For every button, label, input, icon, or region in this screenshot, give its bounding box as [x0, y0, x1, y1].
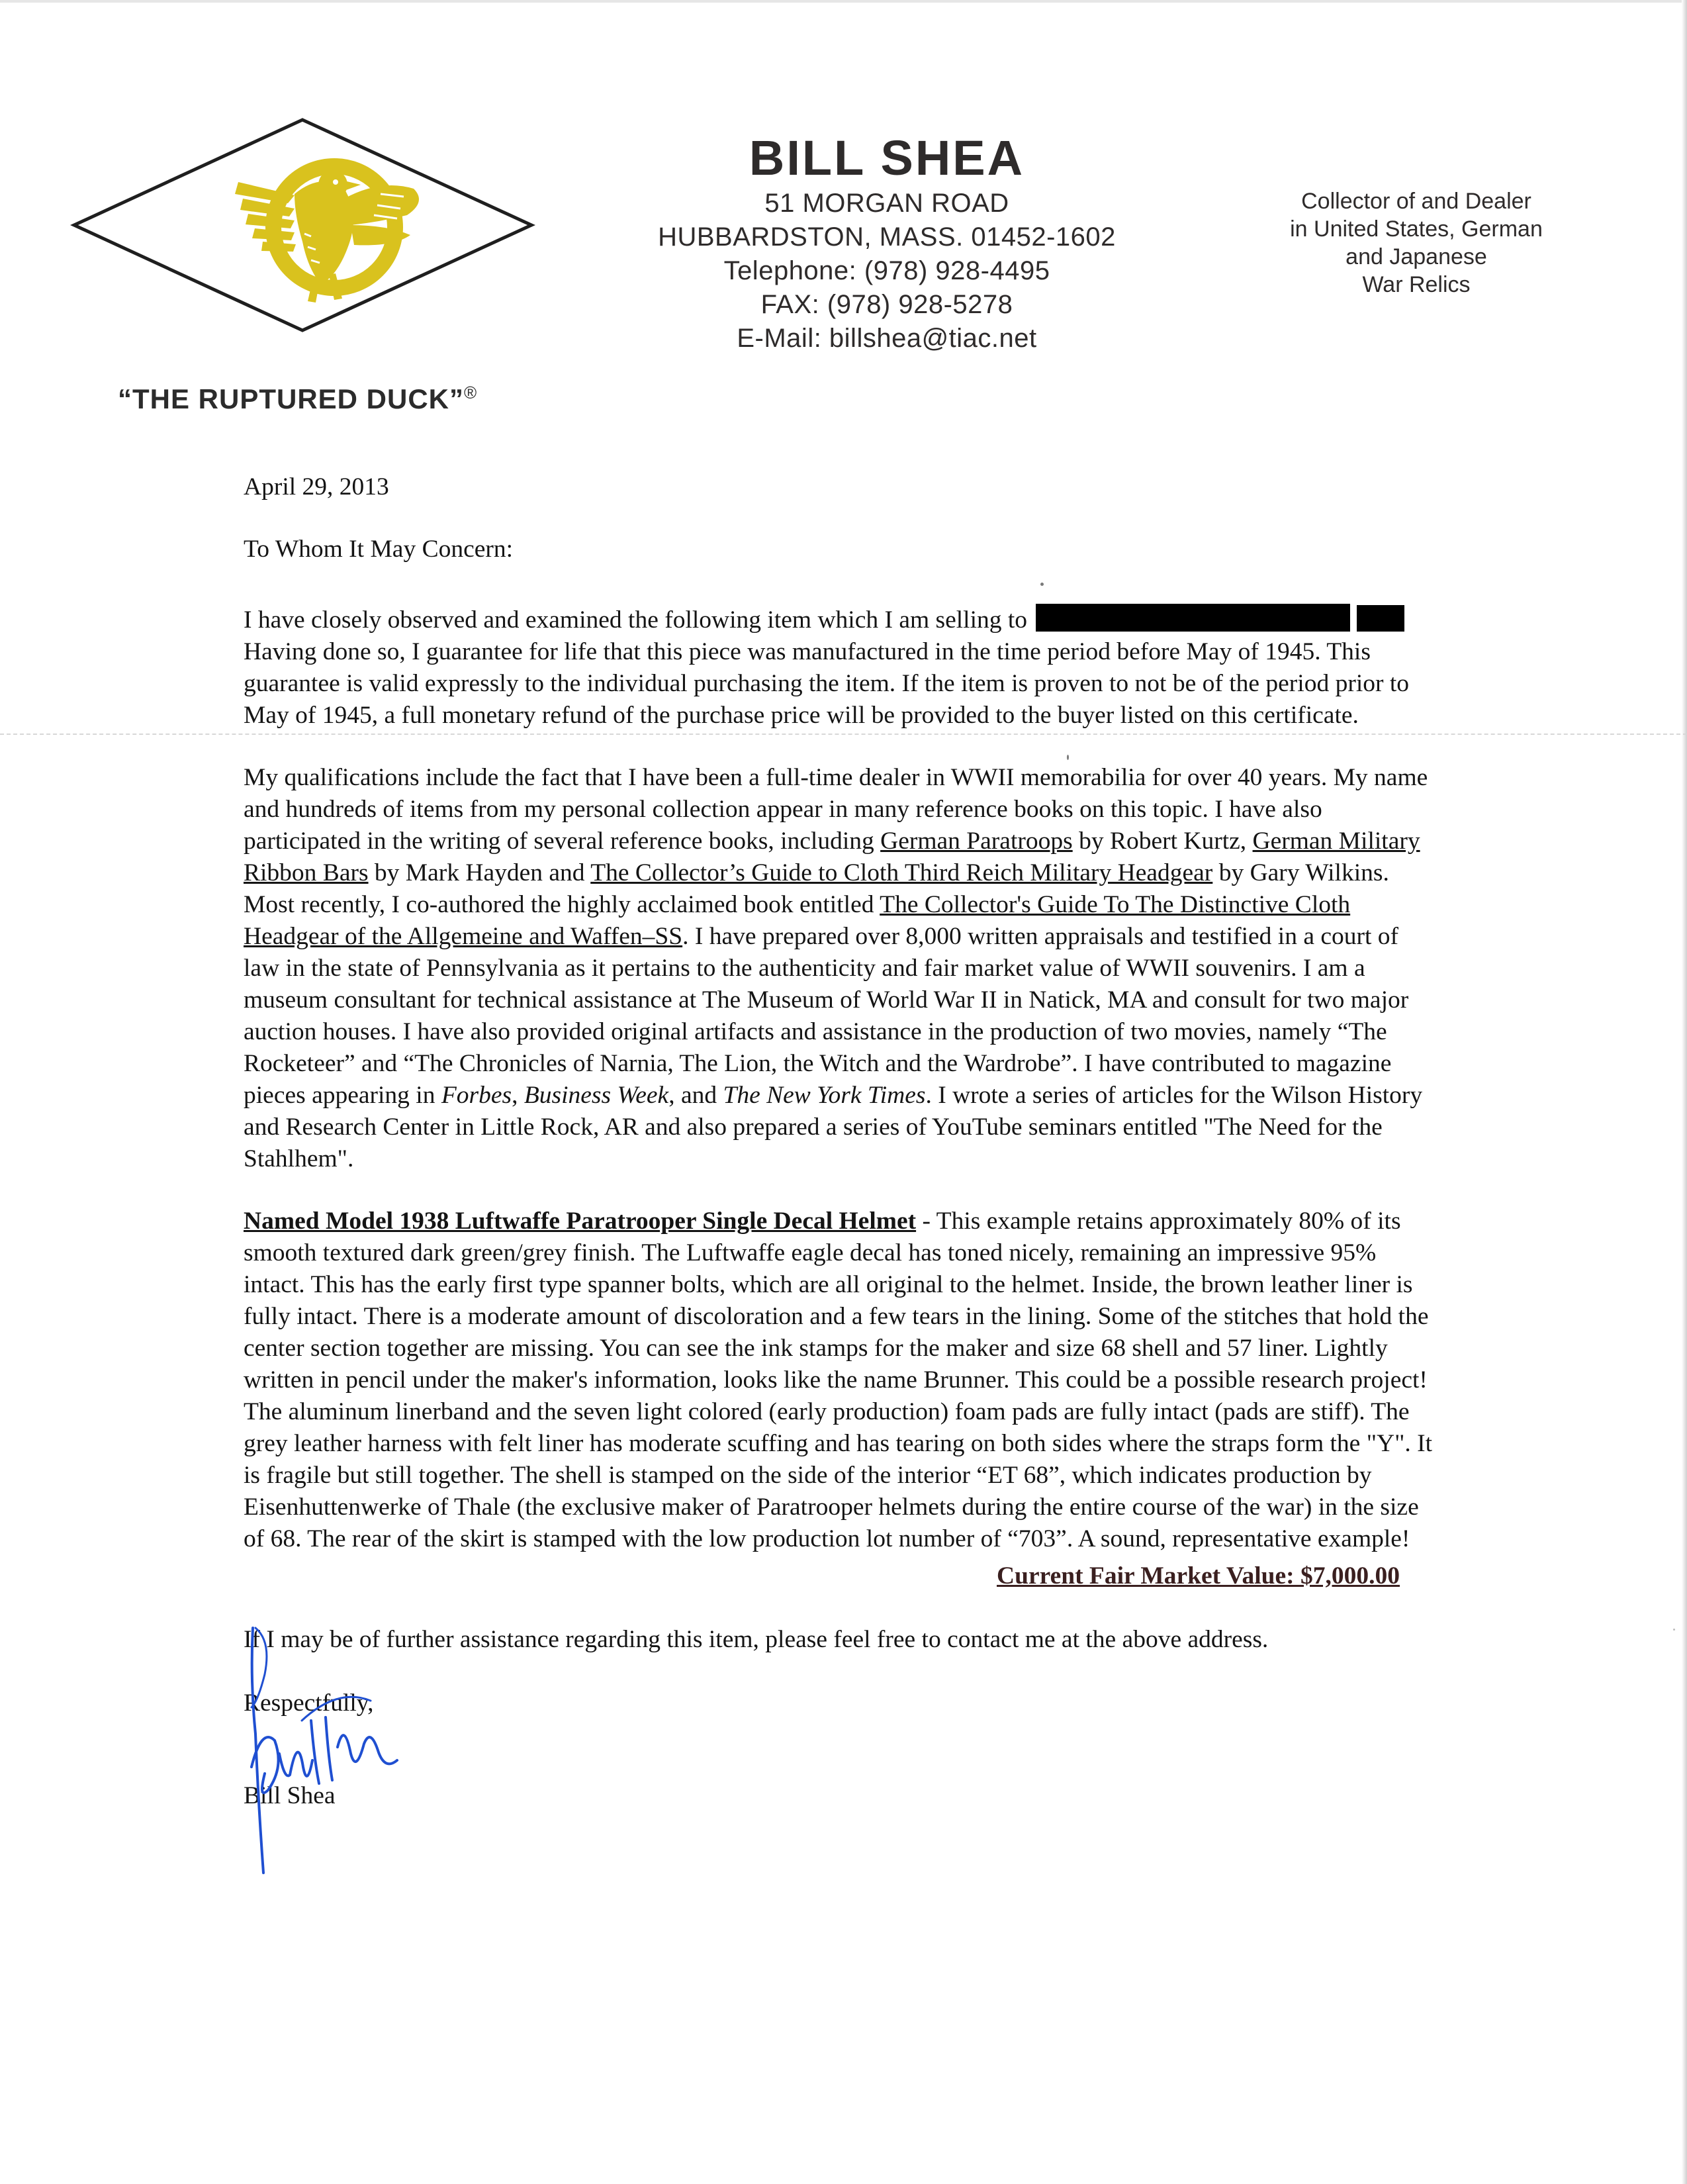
fax: FAX: (978) 928-5278 [760, 290, 1013, 319]
letterhead-name: BILL SHEA [749, 130, 1025, 185]
item-heading: Named Model 1938 Luftwaffe Paratrooper Single Decal Helmet [244, 1208, 917, 1235]
item-description-paragraph: Named Model 1938 Luftwaffe Paratrooper Single Decal Helmet - This example retains approximately 80% of its smooth textured dark green/grey finish. The Luftwaffe eagle decal has toned nicely, remaining an impressive 95% intact. This has the early first type spanner bolts, which are all original to the helmet. Inside, the brown leather liner is fully intact. There is a moderate amount of discoloration and a few tears in the lining. Some of the stitches that hold the center section together are missing. You can see the ink stamps for the maker and size 68 shell and 57 liner. Lightly written in pencil under the maker's information, looks like the name Brunner. This could be a possible research project! The aluminum linerband and the seven light colored (early production) foam pads are fully intact (pads are stiff). The grey leather harness with felt liner has moderate scuffing and has tearing on both sides where the straps form the "Y". It is fragile but still together. The shell is stamped on the side of the interior “ET 68”, which indicates production by Eisenhuttenwerke of Thale (the exclusive maker of Paratrooper helmets during the entire course of the war) in the size of 68. The rear of the skirt is stamped with the low production lot number of “703”. A sound, representative example! [244, 1208, 1433, 1552]
book-title: The Collector's Guide To The Distinctive Cloth Headgear of the Allgemeine and Waffen–SS [244, 891, 1351, 950]
book-title: German Military Ribbon Bars [244, 828, 1420, 886]
tagline-line: War Relics [1362, 272, 1471, 297]
scan-edge-right [1682, 0, 1687, 2184]
redaction-box [1036, 604, 1350, 632]
tagline-line: in United States, German [1290, 216, 1543, 242]
tagline-line: Collector of and Dealer [1301, 189, 1531, 214]
book-title: German Paratroops [880, 828, 1073, 855]
book-title: The Collector’s Guide to Cloth Third Reich Military Headgear [590, 859, 1213, 886]
scan-edge-top [0, 0, 1687, 3]
signer-name: Bill Shea [244, 1782, 336, 1809]
telephone: Telephone: (978) 928-4495 [723, 256, 1050, 285]
magazine-title: Forbes [441, 1082, 512, 1109]
letter-body [244, 471, 1436, 1820]
closing-sentence: If I may be of further assistance regarding this item, please feel free to contact me at the above address. [244, 1626, 1269, 1653]
qualifications-paragraph: My qualifications include the fact that I have been a full-time dealer in WWII memorabilia for over 40 years. My name and hundreds of items from my personal collection appear in many reference books on this topic. I have also participated in the writing of several reference books, including German Paratroops by Robert Kurtz, German Military Ribbon Bars by Mark Hayden and The Collector’s Guide to Cloth Third Reich Military Headgear by Gary Wilkins. Most recently, I co-authored the highly acclaimed book entitled The Collector's Guide To The Distinctive Cloth Headgear of the Allgemeine and Waffen–SS. I have prepared over 8,000 written appraisals and testified in a court of law in the state of Pennsylvania as it pertains to the authenticity and fair market value of WWII souvenirs. I am a museum consultant for technical assistance at The Museum of World War II in Natick, MA and consult for two major auction houses. I have also provided original artifacts and assistance in the production of two movies, namely “The Rocketeer” and “The Chronicles of Narnia, The Lion, the Witch and the Wardrobe”. I have contributed to magazine pieces appearing in Forbes, Business Week, and The New York Times. I wrote a series of articles for the Wilson History and Research Center in Little Rock, AR and also prepared a series of YouTube seminars entitled "The Need for the Stahlhem". [244, 764, 1428, 1172]
tagline-line: and Japanese [1345, 244, 1487, 269]
fair-market-value: Current Fair Market Value: $7,000.00 [997, 1562, 1400, 1590]
logo-caption: “THE RUPTURED DUCK”® [118, 383, 478, 414]
address-line-1: 51 MORGAN ROAD [764, 189, 1009, 218]
magazine-title: The New York Times [723, 1082, 926, 1109]
valediction: Respectfully, [244, 1689, 374, 1717]
ruptured-duck-logo [69, 116, 536, 334]
handwritten-signature-icon [238, 1601, 410, 1879]
guarantee-paragraph: I have closely observed and examined the following item which I am selling to Having done so, I guarantee for life that this piece was manufactured in the time period before May of 1945. This guarantee is valid expressly to the individual purchasing the item. If the item is proven to not be of the period prior to May of 1945, a full monetary refund of the purchase price will be provided to the buyer listed on this certificate. [244, 604, 1436, 732]
magazine-title: Business Week [524, 1082, 669, 1109]
address-line-2: HUBBARDSTON, MASS. 01452-1602 [658, 222, 1116, 252]
letterhead-tagline [1251, 187, 1582, 299]
signature-block [244, 1687, 1436, 1820]
email: E-Mail: billshea@tiac.net [737, 324, 1037, 353]
letter-date: April 29, 2013 [244, 473, 389, 500]
salutation: To Whom It May Concern: [244, 536, 514, 563]
scan-speck [1673, 1629, 1675, 1631]
letterhead-contact [602, 131, 1171, 356]
redaction-box [1357, 605, 1404, 632]
